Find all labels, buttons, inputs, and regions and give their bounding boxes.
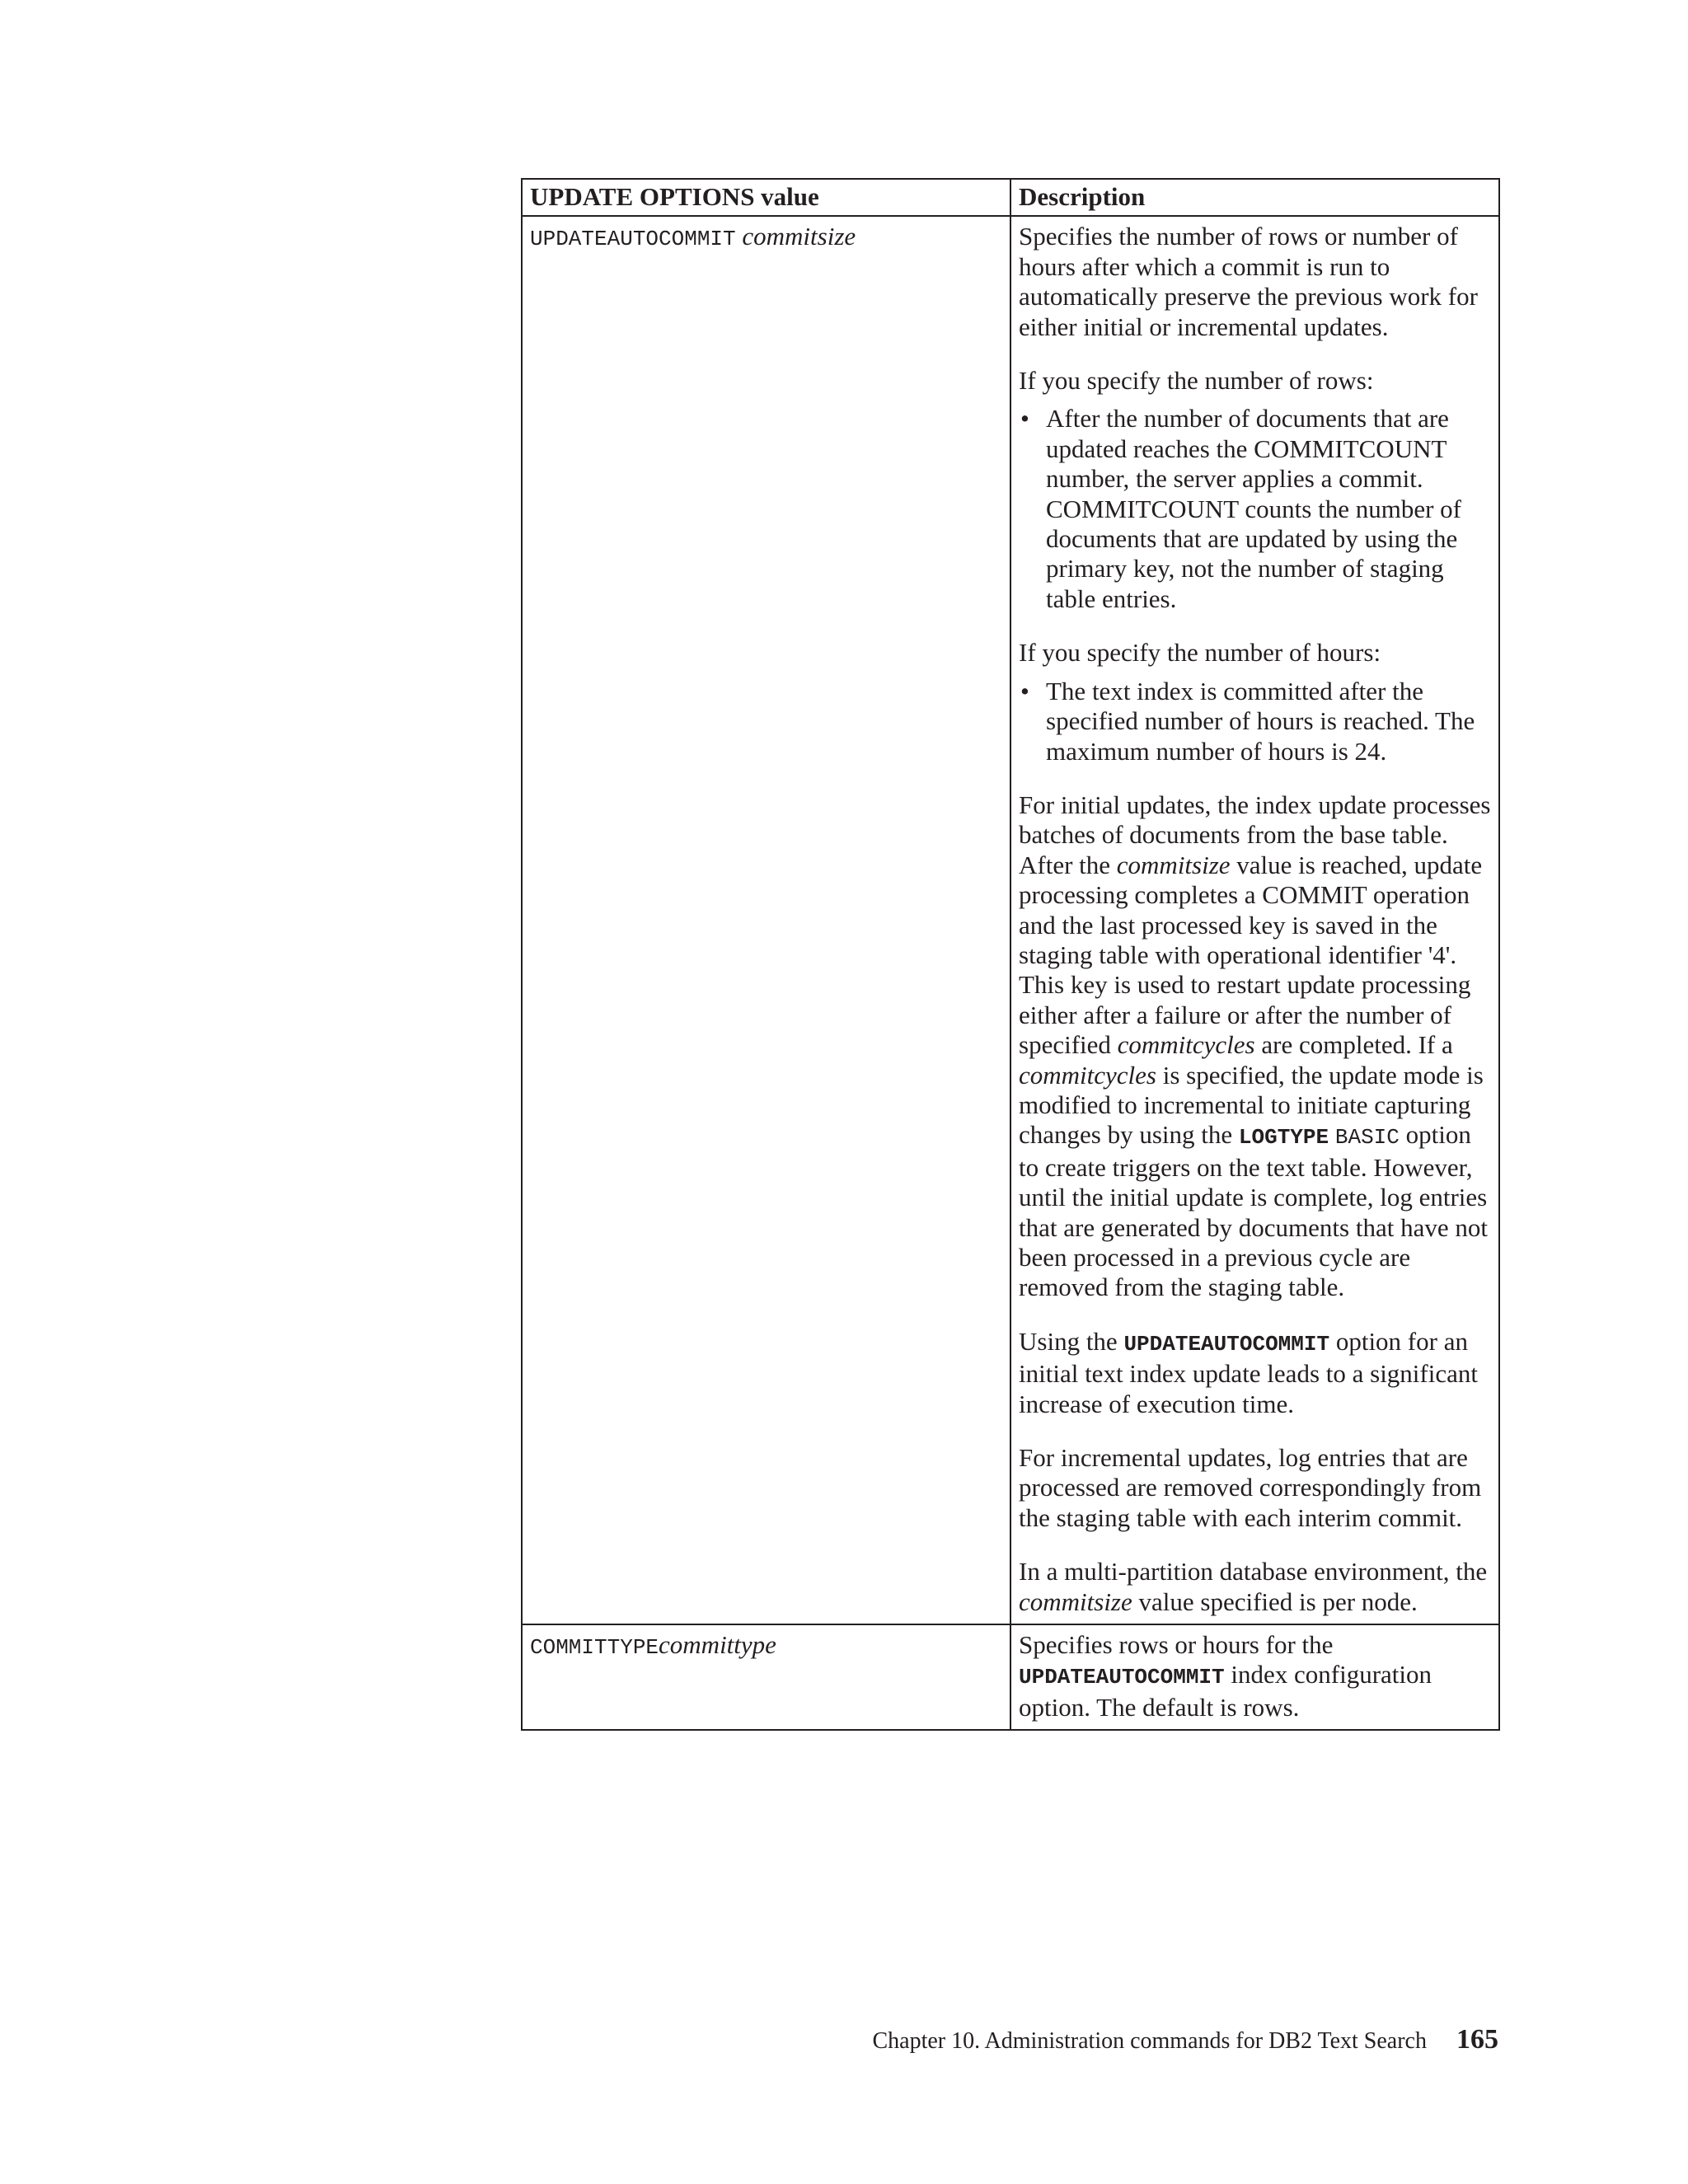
option-param: committype	[659, 1630, 776, 1660]
execution-time-paragraph: Using the UPDATEAUTOCOMMIT option for an initial text index update leads to a significant increase of execution time.	[1019, 1326, 1478, 1418]
updateautocommit-code: UPDATEAUTOCOMMIT	[1123, 1331, 1330, 1357]
initial-updates-paragraph: For initial updates, the index update processes batches of documents from the base table. After the commitsize value is reached, update processing completes a COMMIT operation and the last processed key is saved in the staging table with operational identifier '4'. This key is used to restart update processing either after a failure or after the number of specified commitcycles are completed. If a commitcycles is specified, the update mode is modified to incremental to initiate capturing changes by using the LOGTYPE BASIC option to create triggers on the text table. However, until the initial update is complete, log entries that are generated by documents that have not been processed in a previous cycle are removed from the staging table.	[1019, 790, 1491, 1302]
basic-code: BASIC	[1334, 1125, 1400, 1151]
update-options-table	[521, 178, 1500, 1731]
page-footer	[872, 2024, 1498, 2055]
hours-list	[1019, 677, 1492, 766]
description-paragraph: Specifies rows or hours for the UPDATEAUTOCOMMIT index configuration option. The default is rows.	[1019, 1630, 1432, 1722]
option-name: COMMITTYPE	[530, 1635, 659, 1661]
updateautocommit-code: UPDATEAUTOCOMMIT	[1019, 1665, 1225, 1690]
hours-lead: If you specify the number of hours:	[1019, 638, 1381, 668]
incremental-updates-paragraph: For incremental updates, log entries that are processed are removed correspondingly from the staging table with each interim commit.	[1019, 1443, 1482, 1532]
option-name: UPDATEAUTOCOMMIT	[530, 227, 736, 252]
description-cell-committype	[1010, 1624, 1499, 1730]
rows-list	[1019, 404, 1492, 614]
list-item: • The text index is committed after the specified number of hours is reached. The maximum number of hours is 24.	[1019, 677, 1492, 766]
table-row	[522, 216, 1499, 1624]
description-cell-updateautocommit	[1010, 216, 1499, 1624]
description-paragraph: Specifies the number of rows or number of hours after which a commit is run to automatically preserve the previous work for either initial or incremental updates.	[1019, 222, 1478, 341]
logtype-code: LOGTYPE	[1238, 1125, 1329, 1151]
option-param: commitsize	[742, 222, 856, 251]
column-header-option: UPDATE OPTIONS value	[522, 179, 1010, 216]
multi-partition-paragraph: In a multi-partition database environment, the commitsize value specified is per node.	[1019, 1557, 1488, 1616]
column-header-description: Description	[1010, 179, 1499, 216]
chapter-title: Chapter 10. Administration commands for DB2 Text Search	[872, 2028, 1427, 2054]
rows-lead: If you specify the number of rows:	[1019, 366, 1374, 396]
page-number: 165	[1456, 2024, 1498, 2055]
option-cell-committype	[522, 1624, 1010, 1730]
table-row	[522, 1624, 1499, 1730]
table-header-row	[522, 179, 1499, 216]
list-item: • After the number of documents that are updated reaches the COMMITCOUNT number, the server applies a commit. COMMITCOUNT counts the number of documents that are updated by using the primary key, not the number of staging table entries.	[1019, 404, 1492, 614]
option-cell-updateautocommit	[522, 216, 1010, 1624]
